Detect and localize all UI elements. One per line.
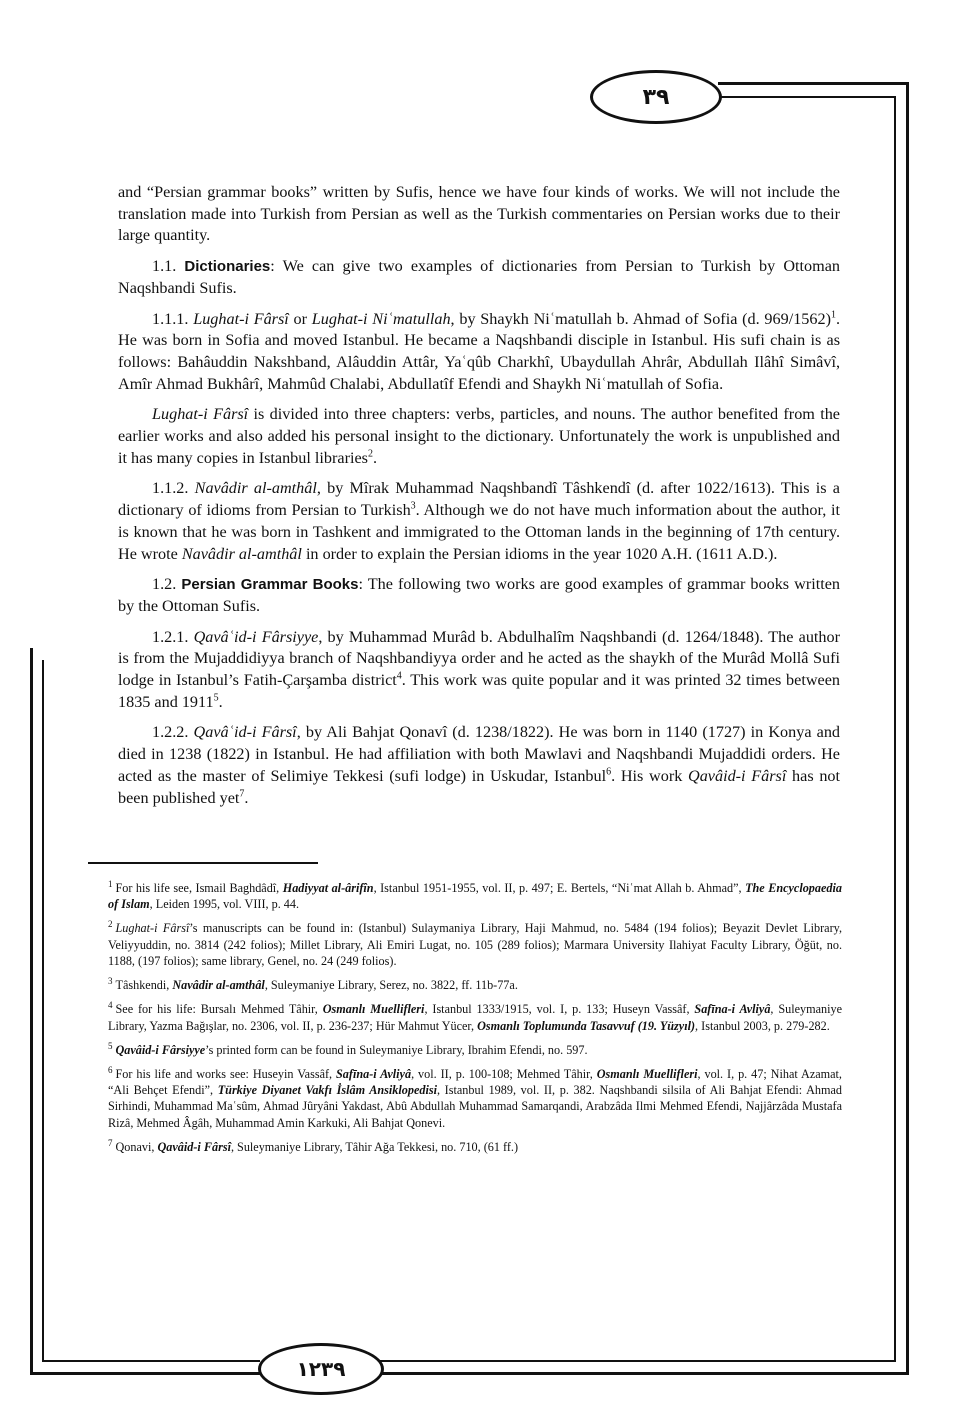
footnote-title: Safīna-i Avliyâ bbox=[336, 1066, 412, 1081]
frame-bottom-line bbox=[378, 1372, 909, 1375]
work-title: Lughat-i Niʿmatullah bbox=[311, 309, 451, 328]
frame-left-line-inner bbox=[42, 660, 44, 1362]
footnote-3 bbox=[108, 977, 842, 993]
text-fragment: . He was born in Sofia and moved Istanbul. He became a Naqshbandi disciple in Istanbul. His sufi chain is as follows: Bahâuddin Nakshband, Alâuddin Attâr, Yaʿqûb Charkhî, Ubaydullah Ahrâr, Abdullah Ilâhî Simâvî, Amîr Ahmad Bukhârî, Mahmûd Chalabi, Abdullatîf Efendi and Shaykh Niʿmatullah of Sofia. bbox=[118, 309, 841, 393]
section-heading: Persian Grammar Books bbox=[181, 576, 359, 594]
frame-top-line-inner bbox=[718, 96, 896, 98]
text-fragment: . bbox=[372, 448, 377, 467]
header-page-number-text: ۳۹ bbox=[642, 84, 670, 110]
section-text: : We can give two examples of dictionaries from Persian to Turkish by Ottoman Naqshbandi Sufis. bbox=[118, 257, 841, 297]
main-text bbox=[118, 182, 840, 818]
footnote-text: ’s manuscripts can be found in: (Istanbul) Sulaymaniya Library, Haji Mahmud, no. 5484 (194 folios); Beyazit Devlet Library, Veliyyuddin, no. 3814 (242 folios); Millet Library, Ali Emiri Lugat, no. 105 (289 folios); Marmara University Ilahiyat Faculty Library, Öğüt, no. 1188, (197 folios); same library, Genel, no. 24 (249 folios). bbox=[108, 921, 842, 968]
section-number: 1.2.2. bbox=[152, 723, 189, 742]
section-1-1-1-cont bbox=[118, 404, 840, 469]
section-number: 1.2. bbox=[152, 575, 177, 594]
footnote-number: 3 bbox=[108, 976, 113, 987]
footnotes bbox=[108, 880, 842, 1163]
text-fragment: , by Mîrak Muhammad Naqshbandî Tâshkendî (d. after 1022/1613). This is a dictionary of idioms from Persian to Turkish bbox=[118, 479, 840, 520]
header-page-number bbox=[590, 70, 722, 124]
footnote-title: Qavâid-i Fârsiyye bbox=[115, 1042, 206, 1057]
section-number: 1.2.1. bbox=[152, 627, 189, 646]
footnote-text: , vol. I, p. 47; Nihat Azamat, “Ali Behçet Efendi”, bbox=[108, 1066, 842, 1098]
footnote-text: ’s printed form can be found in Suleymaniye Library, Ibrahim Efendi, no. 597. bbox=[205, 1042, 588, 1057]
section-1-1-1 bbox=[118, 309, 840, 396]
frame-bottom-left-line-inner bbox=[42, 1360, 260, 1362]
footnote-title: Türkiye Diyanet Vakfı İslâm Ansiklopedisi bbox=[217, 1083, 437, 1098]
intro-paragraph: and “Persian grammar books” written by Sufis, hence we have four kinds of works. We will not include the translation made into Turkish from Persian as well as the Turkish commentaries on Persian works due to their large quantity. bbox=[118, 183, 840, 245]
frame-right-line bbox=[906, 82, 909, 1374]
section-1-2-2 bbox=[118, 722, 840, 809]
footnote-2 bbox=[108, 920, 842, 969]
work-title: Qavâid-i Fârsî bbox=[688, 766, 787, 785]
section-number: 1.1.2. bbox=[152, 479, 189, 498]
text-fragment: . bbox=[244, 788, 249, 807]
section-text: : The following two works are good examples of grammar books written by the Ottoman Sufis. bbox=[118, 575, 840, 615]
footnote-text: , Istanbul 1951-1955, vol. II, p. 497; E. Bertels, “Niʿmat Allah b. Ahmad”, bbox=[373, 881, 746, 895]
frame-left-line bbox=[30, 648, 33, 1374]
work-title: Navâdir al-amthâl bbox=[194, 479, 317, 498]
footnote-title: Osmanlı Toplumunda Tasavvuf (19. Yüzyıl) bbox=[477, 1018, 696, 1033]
footnote-number: 6 bbox=[108, 1064, 113, 1075]
footnote-title: Osmanlı Muellifleri bbox=[322, 1002, 425, 1017]
footnote-text: For his life and works see: Huseyin Vassâf, bbox=[115, 1066, 337, 1081]
frame-top-line bbox=[718, 82, 908, 85]
footnote-title: Safīna-i Avliyâ bbox=[694, 1002, 771, 1017]
footnote-number: 2 bbox=[108, 919, 113, 930]
section-number: 1.1.1. bbox=[152, 309, 189, 328]
footnote-ref: 7 bbox=[239, 788, 245, 800]
footnote-ref: 6 bbox=[606, 766, 612, 778]
footnote-number: 4 bbox=[108, 1000, 113, 1011]
footnote-title: Navâdir al-amthâl bbox=[172, 978, 265, 993]
text-fragment: in order to explain the Persian idioms in the year 1020 A.H. (1611 A.D.). bbox=[301, 544, 778, 563]
footnote-text: , vol. II, p. 100-108; Mehmed Tâhir, bbox=[411, 1066, 597, 1081]
footnote-title: Osmanlı Muellifleri bbox=[596, 1066, 698, 1081]
footnote-text: For his life see, Ismail Baghdâdî, bbox=[115, 881, 283, 895]
footnote-text: , Suleymaniye Library, Tâhir Ağa Tekkesi, no. 710, (61 ff.) bbox=[230, 1139, 519, 1154]
footer-page-number bbox=[258, 1343, 384, 1395]
footnote-text: , Istanbul 1333/1915, vol. I, p. 133; Huseyn Vassâf, bbox=[424, 1002, 695, 1017]
footnote-text: , Leiden 1995, vol. VIII, p. 44. bbox=[149, 897, 300, 912]
footnote-text: Qonavi, bbox=[115, 1139, 158, 1154]
section-number: 1.1. bbox=[152, 257, 177, 276]
text-fragment: , by Muhammad Murâd b. Abdulhalîm Naqshbandi (d. 1264/1848). The author is from the Mujaddidiyya branch of Naqshbandiyya order and he acted as the shaykh of the Murâd Mollâ Sufi lodge in Istanbul’s Fatih-Çarşamba district bbox=[118, 627, 840, 690]
work-title: Navâdir al-amthâl bbox=[181, 544, 302, 563]
text-fragment: or bbox=[288, 309, 312, 328]
footnote-ref: 1 bbox=[830, 309, 836, 321]
footnote-7 bbox=[108, 1139, 842, 1155]
frame-bottom-line-inner bbox=[378, 1360, 896, 1362]
footnote-text: See for his life: Bursalı Mehmed Tâhir, bbox=[115, 1002, 323, 1017]
footnote-5 bbox=[108, 1042, 842, 1058]
footnote-text: Tâshkendi, bbox=[115, 978, 173, 993]
footnote-text: , Suleymaniye Library, Serez, no. 3822, ff. 11b-77a. bbox=[264, 978, 518, 993]
footnote-1 bbox=[108, 880, 842, 912]
footnote-text: , Istanbul 2003, p. 279-282. bbox=[695, 1018, 830, 1033]
footnote-title: Qavâid-i Fârsî bbox=[157, 1139, 231, 1154]
footnote-title: Hadiyyat al-ârifîn bbox=[282, 881, 374, 895]
footnote-ref: 5 bbox=[213, 692, 219, 704]
footnote-ref: 4 bbox=[396, 670, 402, 682]
text-fragment: , by Shaykh Niʿmatullah b. Ahmad of Sofia (d. 969/1562) bbox=[450, 309, 831, 328]
text-fragment: . This work was quite popular and it was printed 32 times between 1835 and 1911 bbox=[118, 671, 840, 711]
work-title: Qavâʿid-i Fârsiyye bbox=[193, 627, 319, 646]
section-1-2 bbox=[118, 574, 840, 617]
section-1-1-2 bbox=[118, 478, 840, 565]
work-title: Lughat-i Fârsî bbox=[152, 405, 249, 424]
work-title: Lughat-i Fârsî bbox=[193, 309, 289, 328]
footnote-title: The Encyclopaedia of Islam bbox=[108, 881, 842, 912]
footnote-ref: 3 bbox=[410, 500, 416, 512]
footnote-6 bbox=[108, 1066, 842, 1131]
footnote-number: 5 bbox=[108, 1040, 113, 1051]
text-fragment: has not been published yet bbox=[118, 766, 841, 807]
text-fragment: . Although we do not have much information about the author, it is known that he was born in Tashkent and immigrated to the Ottoman lands in the beginning of 17th century. He wrote bbox=[118, 501, 840, 563]
footnote-ref: 2 bbox=[367, 448, 373, 460]
footnote-title: Lughat-i Fârsî bbox=[115, 921, 190, 936]
footnote-number: 1 bbox=[108, 878, 113, 889]
text-fragment: , by Ali Bahjat Qonavî (d. 1238/1822). He was born in 1140 (1727) in Konya and died in 1238 (1822) in Istanbul. He had affiliation with both Mawlavi and Naqshbandi Mujaddidi orders. He acted as the master of Selimiye Tekkesi (sufi lodge) in Uskudar, Istanbul bbox=[118, 723, 841, 785]
section-1-1 bbox=[118, 256, 840, 299]
work-title: Qavâʿid-i Fârsî bbox=[193, 723, 297, 742]
footnote-text: , Suleymaniye Library, Yazma Bağışlar, no. 2306, vol. II, p. 236-237; Hür Mahmut Yücer, bbox=[108, 1002, 842, 1033]
frame-bottom-left-line bbox=[30, 1372, 260, 1375]
footnote-divider bbox=[88, 862, 318, 864]
text-fragment: . His work bbox=[611, 766, 689, 785]
text-fragment: is divided into three chapters: verbs, particles, and nouns. The author benefited from the earlier works and also added his personal insight to the dictionary. Unfortunately the work is unpublished and it has many copies in Istanbul libraries bbox=[118, 405, 840, 467]
footnote-text: , Istanbul 1989, vol. II, p. 382. Naqshbandi silsila of Ali Bahjat Efendi: Ahmad Sirhindi, Muhammad Maʿsûm, Ahmad Jûryâni Yakdast, Abû Abdullah Muhammad Samarqandi, Arabzâda Ilmi Mehmed Efendi, Najjârzâda Mustafa Rizâ, Mehmed Âgâh, Muhammad Amin Karkuki, Ali Bahjat Qonevi. bbox=[108, 1083, 842, 1130]
footer-page-number-text: ۱۲۳۹ bbox=[296, 1357, 346, 1381]
frame-right-line-inner bbox=[894, 96, 896, 1362]
footnote-4 bbox=[108, 1001, 842, 1033]
section-1-2-1 bbox=[118, 627, 840, 714]
section-heading: Dictionaries bbox=[184, 258, 271, 276]
text-fragment: . bbox=[218, 692, 223, 711]
footnote-number: 7 bbox=[108, 1137, 113, 1148]
